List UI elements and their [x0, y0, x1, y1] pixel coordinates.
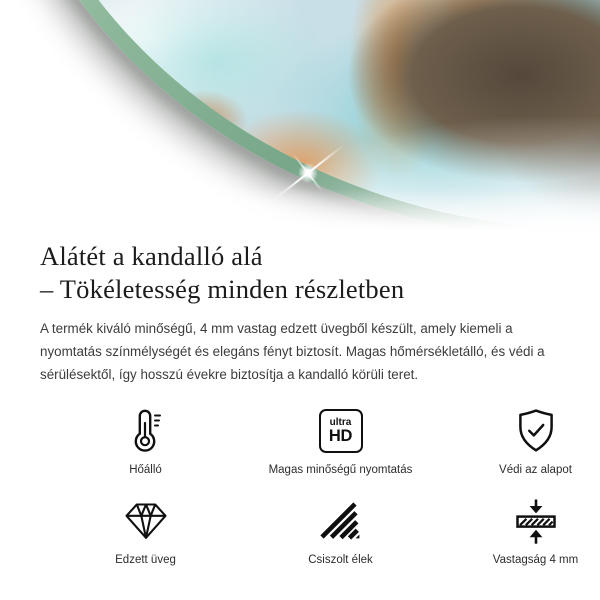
feature-polished-edges — [243, 497, 438, 566]
diamond-icon — [123, 501, 169, 541]
product-info-section — [0, 230, 600, 566]
product-photo — [0, 0, 600, 230]
page-title — [40, 230, 560, 306]
feature-grid — [40, 407, 579, 566]
photo-highlight-fade — [0, 0, 600, 230]
feature-heat-resistant — [48, 407, 243, 476]
feature-thickness — [438, 497, 600, 566]
title-line-2: – Tökéletesség minden részletben — [40, 274, 405, 304]
feature-label: Vastagság 4 mm — [492, 554, 579, 566]
feature-label: Magas minőségű nyomtatás — [268, 464, 413, 476]
product-description: A termék kiváló minőségű, 4 mm vastag edzett üvegből készült, amely kiemeli a nyomtatás színmélységét és elegáns fényt biztosít. Magas hőmérsékletálló, és védi a sérülésektől, így hosszú évekre biztosítja a kandalló körüli teret. — [40, 321, 545, 382]
thermometer-icon — [129, 408, 162, 454]
feature-protects-base — [438, 407, 600, 476]
title-line-1: Alátét a kandalló alá — [40, 241, 263, 271]
ultra-hd-icon: ultra HD — [319, 409, 363, 453]
thickness-press-icon — [514, 498, 558, 545]
feature-label: Hőálló — [129, 464, 162, 476]
shield-check-icon — [516, 408, 556, 454]
feature-tempered-glass — [48, 497, 243, 566]
beveled-edge-icon — [319, 500, 363, 542]
feature-label: Csiszolt élek — [308, 554, 373, 566]
feature-label: Védi az alapot — [499, 464, 572, 476]
feature-high-quality-print — [243, 407, 438, 476]
feature-label: Edzett üveg — [115, 554, 176, 566]
